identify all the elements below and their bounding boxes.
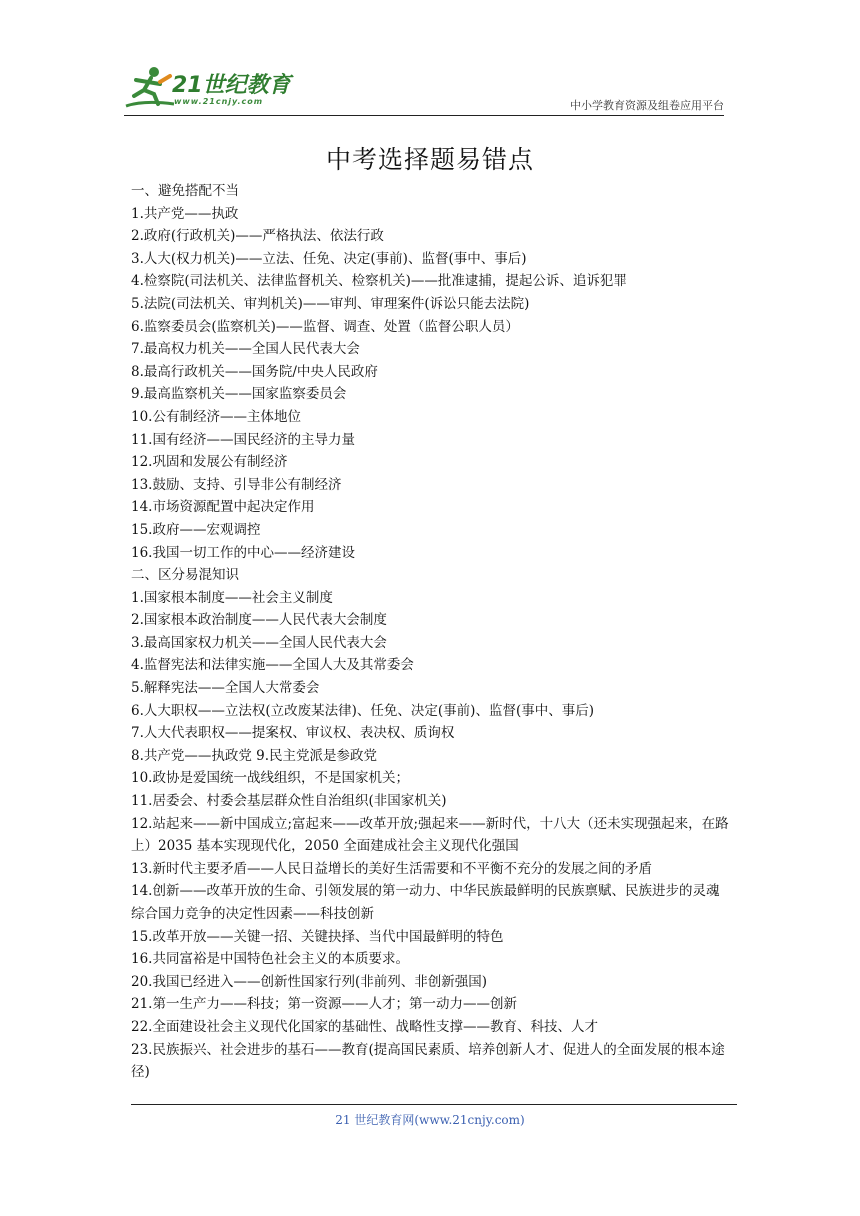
list-item: 21.第一生产力——科技；第一资源——人才；第一动力——创新 <box>131 996 517 1013</box>
list-item: 14.创新——改革开放的生命、引领发展的第一动力、中华民族最鲜明的民族禀赋、民族进步的灵魂 综合国力竞争的决定性因素——科技创新 <box>131 883 747 922</box>
list-item: 6.监察委员会(监察机关)——监督、调查、处置（监督公职人员） <box>131 318 519 335</box>
list-item: 1.共产党——执政 <box>131 205 239 222</box>
list-item: 2.国家根本政治制度——人民代表大会制度 <box>131 612 387 629</box>
list-item: 2.政府(行政机关)——严格执法、依法行政 <box>131 228 384 245</box>
list-item: 15.改革开放——关键一招、关键抉择、当代中国最鲜明的特色 <box>131 928 504 945</box>
header-divider <box>124 115 724 116</box>
document-body <box>131 180 747 1084</box>
runner-logo-icon <box>124 66 176 112</box>
list-item: 23.民族振兴、社会进步的基石——教育(提高国民素质、培养创新人才、促进人的全面发展的根本途径) <box>131 1041 725 1081</box>
logo-url: www.21cnjy.com <box>174 97 264 106</box>
page-title: 中考选择题易错点 <box>325 145 534 174</box>
list-item: 15.政府——宏观调控 <box>131 521 261 538</box>
list-item: 7.最高权力机关——全国人民代表大会 <box>131 341 360 358</box>
list-item: 10.政协是爱国统一战线组织，不是国家机关； <box>131 770 409 787</box>
header-tagline: 中小学教育资源及组卷应用平台 <box>570 99 724 112</box>
page-header <box>124 64 724 116</box>
list-item: 3.最高国家权力机关——全国人民代表大会 <box>131 634 387 651</box>
list-item: 5.解释宪法——全国人大常委会 <box>131 680 320 697</box>
list-item: 6.人大职权——立法权(立改废某法律)、任免、决定(事前)、监督(事中、事后) <box>131 702 594 719</box>
footer-divider <box>131 1104 737 1105</box>
list-item: 5.法院(司法机关、审判机关)——审判、审理案件(诉讼只能去法院) <box>131 295 530 312</box>
list-item: 3.人大(权力机关)——立法、任免、决定(事前)、监督(事中、事后) <box>131 250 527 267</box>
list-item: 11.国有经济——国民经济的主导力量 <box>131 431 355 448</box>
page-footer: 21 世纪教育网(www.21cnjy.com) <box>335 1113 525 1127</box>
list-item: 1.国家根本制度——社会主义制度 <box>131 589 333 606</box>
section-heading: 二、区分易混知识 <box>131 567 239 584</box>
list-item: 20.我国已经进入——创新性国家行列(非前列、非创新强国) <box>131 973 488 990</box>
section-heading: 一、避免搭配不当 <box>131 183 239 199</box>
list-item: 9.最高监察机关——国家监察委员会 <box>131 386 347 403</box>
list-item: 4.监督宪法和法律实施——全国人大及其常委会 <box>131 657 414 674</box>
list-item: 10.公有制经济——主体地位 <box>131 408 301 425</box>
list-item: 8.共产党——执政党 9.民主党派是参政党 <box>131 747 378 764</box>
list-item: 22.全面建设社会主义现代化国家的基础性、战略性支撑——教育、科技、人才 <box>131 1018 598 1035</box>
logo-text: 21世纪教育 <box>172 73 291 98</box>
list-item: 16.我国一切工作的中心——经济建设 <box>131 544 355 561</box>
list-item: 13.新时代主要矛盾——人民日益增长的美好生活需要和不平衡不充分的发展之间的矛盾 <box>131 860 652 877</box>
logo <box>124 64 294 114</box>
list-item: 13.鼓励、支持、引导非公有制经济 <box>131 476 342 493</box>
list-item: 12.站起来——新中国成立;富起来——改革开放;强起来——新时代，十八大（还未实现强起来，在路上）2035 基本实现现代化，2050 全面建成社会主义现代化强国 <box>131 815 729 855</box>
list-item: 7.人大代表职权——提案权、审议权、表决权、质询权 <box>131 725 455 742</box>
list-item: 4.检察院(司法机关、法律监督机关、检察机关)——批准逮捕，提起公诉、追诉犯罪 <box>131 273 627 290</box>
list-item: 14.市场资源配置中起决定作用 <box>131 499 315 516</box>
list-item: 16.共同富裕是中国特色社会主义的本质要求。 <box>131 951 409 968</box>
list-item: 8.最高行政机关——国务院/中央人民政府 <box>131 363 378 380</box>
list-item: 11.居委会、村委会基层群众性自治组织(非国家机关) <box>131 793 447 810</box>
list-item: 12.巩固和发展公有制经济 <box>131 454 288 471</box>
